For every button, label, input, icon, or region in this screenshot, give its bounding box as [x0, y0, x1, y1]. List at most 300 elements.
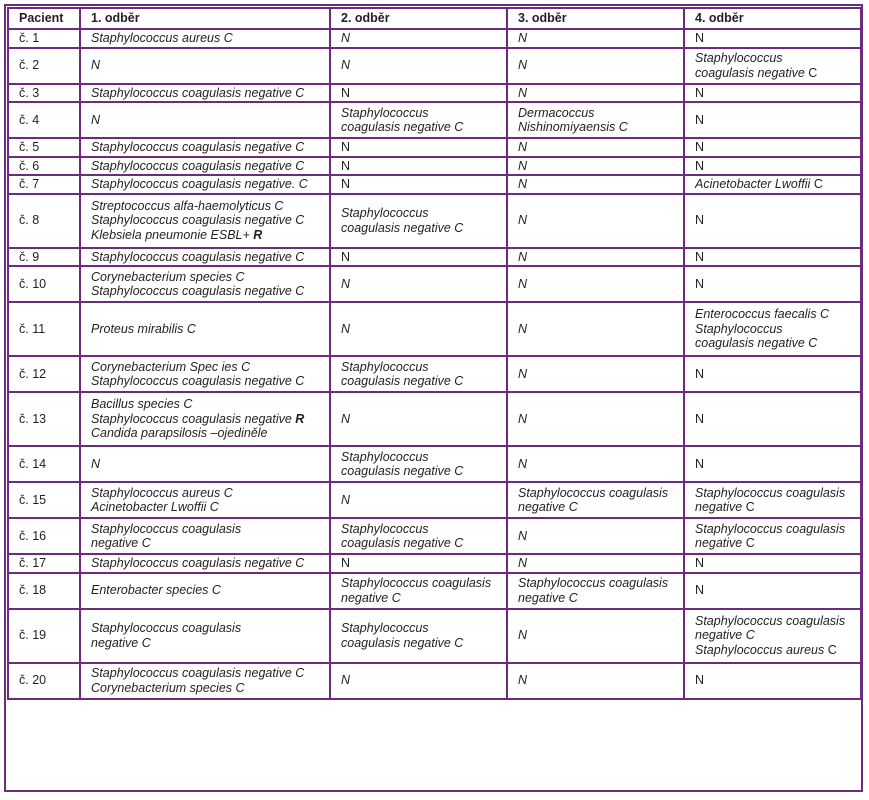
cell-line [341, 450, 506, 465]
sample-2-cell [330, 609, 507, 663]
cell-line [695, 51, 860, 66]
patient-cell: č. 6 [8, 157, 80, 176]
culture-text: coagulasis negative C [341, 374, 464, 388]
cell-line [695, 322, 860, 337]
cell-line [341, 86, 506, 101]
culture-text: coagulasis negative C [341, 536, 464, 550]
cell-line [91, 113, 329, 128]
culture-text: N [518, 628, 528, 643]
culture-text: coagulasis negative C [341, 120, 464, 134]
culture-text: Staphylococcus aureus C [91, 31, 233, 45]
sample-3-cell [507, 482, 684, 518]
culture-text: Corynebacterium species C [91, 269, 245, 284]
culture-text: N [695, 583, 705, 598]
culture-text: Klebsiela pneumonie ESBL+ [91, 227, 254, 242]
cell-line [518, 159, 683, 174]
cell-line [518, 106, 683, 121]
cell-line [91, 636, 329, 651]
table-row [8, 48, 861, 84]
header-row [8, 8, 861, 29]
cell-line [695, 66, 860, 81]
culture-text: coagulasis negative C [341, 220, 464, 235]
sample-2-cell [330, 194, 507, 248]
table-row [8, 102, 861, 138]
header-sample-2: 2. odběr [330, 8, 507, 29]
cell-line [341, 591, 506, 606]
cell-line [341, 412, 506, 427]
sample-3-cell [507, 446, 684, 482]
cell-line [518, 367, 683, 382]
culture-text: Staphylococcus coagulasis negative C [91, 666, 305, 680]
sample-2-cell [330, 157, 507, 176]
patient-cell: č. 8 [8, 194, 80, 248]
patient-cell: č. 14 [8, 446, 80, 482]
result-code: C [745, 500, 755, 514]
culture-text: negative C [518, 590, 578, 605]
sample-4-cell [684, 392, 861, 446]
cell-line [91, 284, 329, 299]
culture-text: Streptococcus alfa-haemolyticus C [91, 198, 284, 213]
sample-2-cell [330, 446, 507, 482]
culture-text: Staphylococcus coagulasis negative [91, 411, 296, 426]
patient-cell: č. 1 [8, 29, 80, 48]
culture-text: Staphylococcus coagulasis [695, 485, 846, 500]
table-row [8, 573, 861, 609]
sample-3-cell [507, 663, 684, 699]
cell-line [91, 397, 329, 412]
culture-text: Staphylococcus coagulasis negative C [91, 556, 305, 570]
cell-line [341, 374, 506, 389]
sample-3-cell [507, 518, 684, 554]
cell-line [341, 58, 506, 73]
cell-line [341, 177, 506, 192]
sample-1-cell [80, 84, 330, 103]
sample-3-cell [507, 573, 684, 609]
table-row [8, 138, 861, 157]
patient-cell: č. 15 [8, 482, 80, 518]
culture-text: N [518, 528, 528, 543]
cell-line [518, 576, 683, 591]
sample-2-cell [330, 573, 507, 609]
sample-4-cell [684, 356, 861, 392]
sample-2-cell [330, 554, 507, 573]
sample-1-cell [80, 609, 330, 663]
cell-line [91, 522, 329, 537]
cell-line [341, 464, 506, 479]
patient-cell: č. 17 [8, 554, 80, 573]
results-table [7, 7, 862, 700]
cell-line [695, 213, 860, 228]
culture-text: N [695, 112, 705, 127]
cell-line [695, 113, 860, 128]
sample-3-cell [507, 302, 684, 356]
cell-line [518, 556, 683, 571]
culture-text: Acinetobacter Lwoffii C [91, 500, 219, 514]
culture-text: Staphylococcus coagulasis [695, 521, 846, 536]
table-row [8, 175, 861, 194]
cell-line [695, 500, 860, 515]
patient-cell: č. 18 [8, 573, 80, 609]
sample-1-cell [80, 356, 330, 392]
cell-line [91, 213, 329, 228]
culture-text: Staphylococcus coagulasis negative C [91, 249, 305, 264]
sample-4-cell [684, 609, 861, 663]
cell-line [695, 367, 860, 382]
sample-1-cell [80, 392, 330, 446]
patient-cell: č. 16 [8, 518, 80, 554]
sample-2-cell [330, 138, 507, 157]
culture-text: negative C [518, 500, 578, 514]
cell-line [695, 307, 860, 322]
culture-text: N [91, 112, 101, 127]
sample-2-cell [330, 392, 507, 446]
culture-text: Dermacoccus [518, 105, 595, 120]
sample-1-cell [80, 663, 330, 699]
culture-text: N [518, 456, 528, 471]
cell-line [341, 493, 506, 508]
sample-1-cell [80, 446, 330, 482]
table-row [8, 554, 861, 573]
culture-text: N [695, 366, 705, 381]
culture-text: N [518, 249, 528, 264]
cell-line [518, 120, 683, 135]
cell-line [91, 500, 329, 515]
culture-text: Staphylococcus coagulasis negative. C [91, 177, 308, 191]
sample-2-cell [330, 663, 507, 699]
culture-text: Staphylococcus coagulasis [518, 485, 669, 500]
sample-4-cell [684, 29, 861, 48]
cell-line [695, 140, 860, 155]
cell-line [341, 140, 506, 155]
cell-line [341, 673, 506, 688]
cell-line [91, 681, 329, 696]
sample-4-cell [684, 84, 861, 103]
cell-line [341, 120, 506, 135]
cell-line [695, 336, 860, 351]
sample-1-cell [80, 573, 330, 609]
cell-line [341, 221, 506, 236]
culture-text: N [695, 213, 705, 228]
table-row [8, 194, 861, 248]
culture-text: Bacillus species C [91, 397, 193, 412]
culture-text: N [341, 177, 351, 191]
sample-2-cell [330, 302, 507, 356]
result-code: C [827, 642, 837, 657]
culture-text: coagulasis negative C [341, 464, 464, 478]
sample-1-cell [80, 518, 330, 554]
sample-4-cell [684, 266, 861, 302]
sample-4-cell [684, 663, 861, 699]
table-row [8, 392, 861, 446]
culture-text: Staphylococcus [695, 321, 783, 336]
culture-text: N [341, 85, 351, 100]
cell-line [695, 412, 860, 427]
culture-text: N [518, 140, 528, 154]
cell-line [91, 536, 329, 551]
culture-text: N [695, 158, 705, 173]
culture-text: negative [695, 536, 746, 550]
culture-text: Enterococcus faecalis C [695, 307, 830, 322]
cell-line [91, 58, 329, 73]
cell-line [695, 277, 860, 292]
cell-line [518, 529, 683, 544]
table-row [8, 663, 861, 699]
cell-line [695, 583, 860, 598]
culture-text: coagulasis negative C [695, 336, 818, 351]
cell-line [91, 86, 329, 101]
sample-3-cell [507, 48, 684, 84]
sample-3-cell [507, 392, 684, 446]
sample-4-cell [684, 102, 861, 138]
culture-text: Enterobacter species C [91, 583, 221, 598]
sample-3-cell [507, 609, 684, 663]
patient-cell: č. 5 [8, 138, 80, 157]
cell-line [518, 673, 683, 688]
sample-4-cell [684, 248, 861, 267]
cell-line [91, 250, 329, 265]
culture-text: Staphylococcus coagulasis [91, 621, 242, 635]
sample-2-cell [330, 266, 507, 302]
culture-text: Staphylococcus coagulasis negative C [91, 374, 305, 388]
cell-line [91, 621, 329, 636]
culture-text: N [695, 140, 705, 154]
culture-text: Staphylococcus [341, 359, 429, 374]
cell-line [341, 159, 506, 174]
sample-4-cell [684, 482, 861, 518]
sample-1-cell [80, 554, 330, 573]
cell-line [91, 457, 329, 472]
sample-4-cell [684, 446, 861, 482]
culture-text: Staphylococcus [341, 449, 429, 464]
culture-text: N [695, 673, 705, 688]
sample-3-cell [507, 194, 684, 248]
culture-text: N [518, 85, 528, 100]
sample-4-cell [684, 175, 861, 194]
cell-line [518, 457, 683, 472]
cell-line [695, 31, 860, 46]
header-sample-1: 1. odběr [80, 8, 330, 29]
sample-3-cell [507, 175, 684, 194]
cell-line [695, 522, 860, 537]
culture-text: N [518, 158, 528, 173]
culture-text: N [518, 366, 528, 381]
sample-1-cell [80, 175, 330, 194]
sample-1-cell [80, 248, 330, 267]
culture-text: Staphylococcus [341, 105, 429, 120]
cell-line [341, 277, 506, 292]
culture-text: Proteus mirabilis C [91, 321, 196, 336]
table-row [8, 609, 861, 663]
cell-line [91, 228, 329, 243]
cell-line [695, 486, 860, 501]
culture-text: N [518, 321, 528, 336]
culture-text: N [341, 321, 351, 336]
sample-1-cell [80, 482, 330, 518]
patient-cell: č. 3 [8, 84, 80, 103]
culture-text: Candida parapsilosis –ojediněle [91, 426, 268, 441]
culture-text: N [518, 58, 528, 73]
culture-text: Corynebacterium species C [91, 680, 245, 695]
cell-line [91, 31, 329, 46]
cell-line [91, 556, 329, 571]
culture-text: Staphylococcus [341, 521, 429, 536]
culture-text: N [91, 58, 101, 73]
culture-text: N [695, 411, 705, 426]
culture-text: N [695, 85, 705, 100]
sample-4-cell [684, 157, 861, 176]
culture-text: Staphylococcus coagulasis negative C [91, 284, 305, 298]
culture-text: Staphylococcus coagulasis [341, 576, 492, 590]
culture-text: N [341, 58, 351, 73]
sample-3-cell [507, 554, 684, 573]
culture-text: N [341, 411, 351, 426]
culture-text: Staphylococcus coagulasis negative C [91, 158, 305, 173]
sample-1-cell [80, 302, 330, 356]
patient-cell: č. 7 [8, 175, 80, 194]
cell-line [91, 412, 329, 427]
culture-text: N [341, 276, 351, 291]
culture-text: N [341, 673, 351, 688]
table-row [8, 266, 861, 302]
sample-1-cell [80, 266, 330, 302]
patient-cell: č. 10 [8, 266, 80, 302]
culture-text: Staphylococcus coagulasis [695, 613, 846, 628]
cell-line [91, 270, 329, 285]
sample-2-cell [330, 482, 507, 518]
culture-text: Staphylococcus coagulasis negative C [91, 140, 305, 154]
result-code: C [813, 177, 823, 191]
culture-text: negative C [341, 590, 401, 605]
cell-line [341, 206, 506, 221]
culture-text: Staphylococcus [341, 621, 429, 635]
sample-1-cell [80, 102, 330, 138]
culture-text: Staphylococcus [695, 51, 783, 65]
sample-1-cell [80, 194, 330, 248]
cell-line [91, 486, 329, 501]
culture-text: N [91, 456, 101, 471]
sample-1-cell [80, 138, 330, 157]
culture-text: N [695, 276, 705, 291]
sample-3-cell [507, 157, 684, 176]
sample-2-cell [330, 175, 507, 194]
sample-3-cell [507, 248, 684, 267]
patient-cell: č. 12 [8, 356, 80, 392]
table-row [8, 157, 861, 176]
culture-text: N [518, 276, 528, 291]
cell-line [91, 159, 329, 174]
patient-cell: č. 4 [8, 102, 80, 138]
patient-cell: č. 19 [8, 609, 80, 663]
culture-text: Staphylococcus aureus C [91, 485, 233, 500]
cell-line [518, 322, 683, 337]
cell-line [341, 250, 506, 265]
culture-text: Staphylococcus [341, 206, 429, 220]
cell-line [695, 177, 860, 192]
culture-text: N [518, 556, 528, 570]
sample-2-cell [330, 48, 507, 84]
table-row [8, 302, 861, 356]
table-row [8, 248, 861, 267]
cell-line [91, 374, 329, 389]
cell-line [91, 583, 329, 598]
culture-text: Staphylococcus coagulasis [91, 521, 242, 536]
header-sample-3: 3. odběr [507, 8, 684, 29]
cell-line [695, 457, 860, 472]
sample-2-cell [330, 29, 507, 48]
cell-line [91, 177, 329, 192]
sample-4-cell [684, 302, 861, 356]
table-row [8, 482, 861, 518]
culture-text: coagulasis negative [695, 65, 809, 80]
culture-text: N [341, 249, 351, 264]
culture-text: Staphylococcus coagulasis negative C [91, 85, 305, 100]
cell-line [518, 500, 683, 515]
sample-3-cell [507, 102, 684, 138]
culture-text: coagulasis negative C [341, 635, 464, 650]
cell-line [695, 673, 860, 688]
cell-line [518, 31, 683, 46]
culture-text: N [341, 31, 351, 45]
cell-line [341, 360, 506, 375]
cell-line [341, 556, 506, 571]
cell-line [341, 621, 506, 636]
sample-1-cell [80, 48, 330, 84]
table-row [8, 84, 861, 103]
patient-cell: č. 20 [8, 663, 80, 699]
cell-line [695, 86, 860, 101]
culture-text: N [518, 177, 528, 191]
table-row [8, 518, 861, 554]
culture-text: negative [695, 500, 746, 514]
cell-line [518, 277, 683, 292]
culture-text: negative C [695, 628, 755, 643]
cell-line [341, 322, 506, 337]
resistant-code: R [295, 411, 305, 426]
result-code: C [745, 536, 755, 550]
cell-line [695, 536, 860, 551]
header-sample-4: 4. odběr [684, 8, 861, 29]
cell-line [91, 140, 329, 155]
cell-line [518, 213, 683, 228]
cell-line [91, 322, 329, 337]
cell-line [518, 140, 683, 155]
sample-4-cell [684, 554, 861, 573]
culture-text: N [695, 456, 705, 471]
resistant-code: R [253, 227, 263, 242]
cell-line [695, 643, 860, 658]
table-row [8, 446, 861, 482]
cell-line [518, 86, 683, 101]
table-row [8, 356, 861, 392]
cell-line [341, 522, 506, 537]
cell-line [518, 58, 683, 73]
culture-text: Staphylococcus coagulasis [518, 576, 669, 590]
sample-3-cell [507, 266, 684, 302]
culture-text: N [695, 556, 705, 570]
cell-line [695, 614, 860, 629]
culture-text: N [341, 140, 351, 154]
sample-2-cell [330, 102, 507, 138]
sample-4-cell [684, 138, 861, 157]
culture-text: N [695, 31, 705, 45]
culture-text: Acinetobacter Lwoffii [695, 177, 814, 191]
culture-text: Nishinomiyaensis C [518, 120, 628, 134]
sample-3-cell [507, 29, 684, 48]
culture-text: negative C [91, 635, 151, 650]
sample-4-cell [684, 48, 861, 84]
cell-line [341, 636, 506, 651]
patient-cell: č. 9 [8, 248, 80, 267]
